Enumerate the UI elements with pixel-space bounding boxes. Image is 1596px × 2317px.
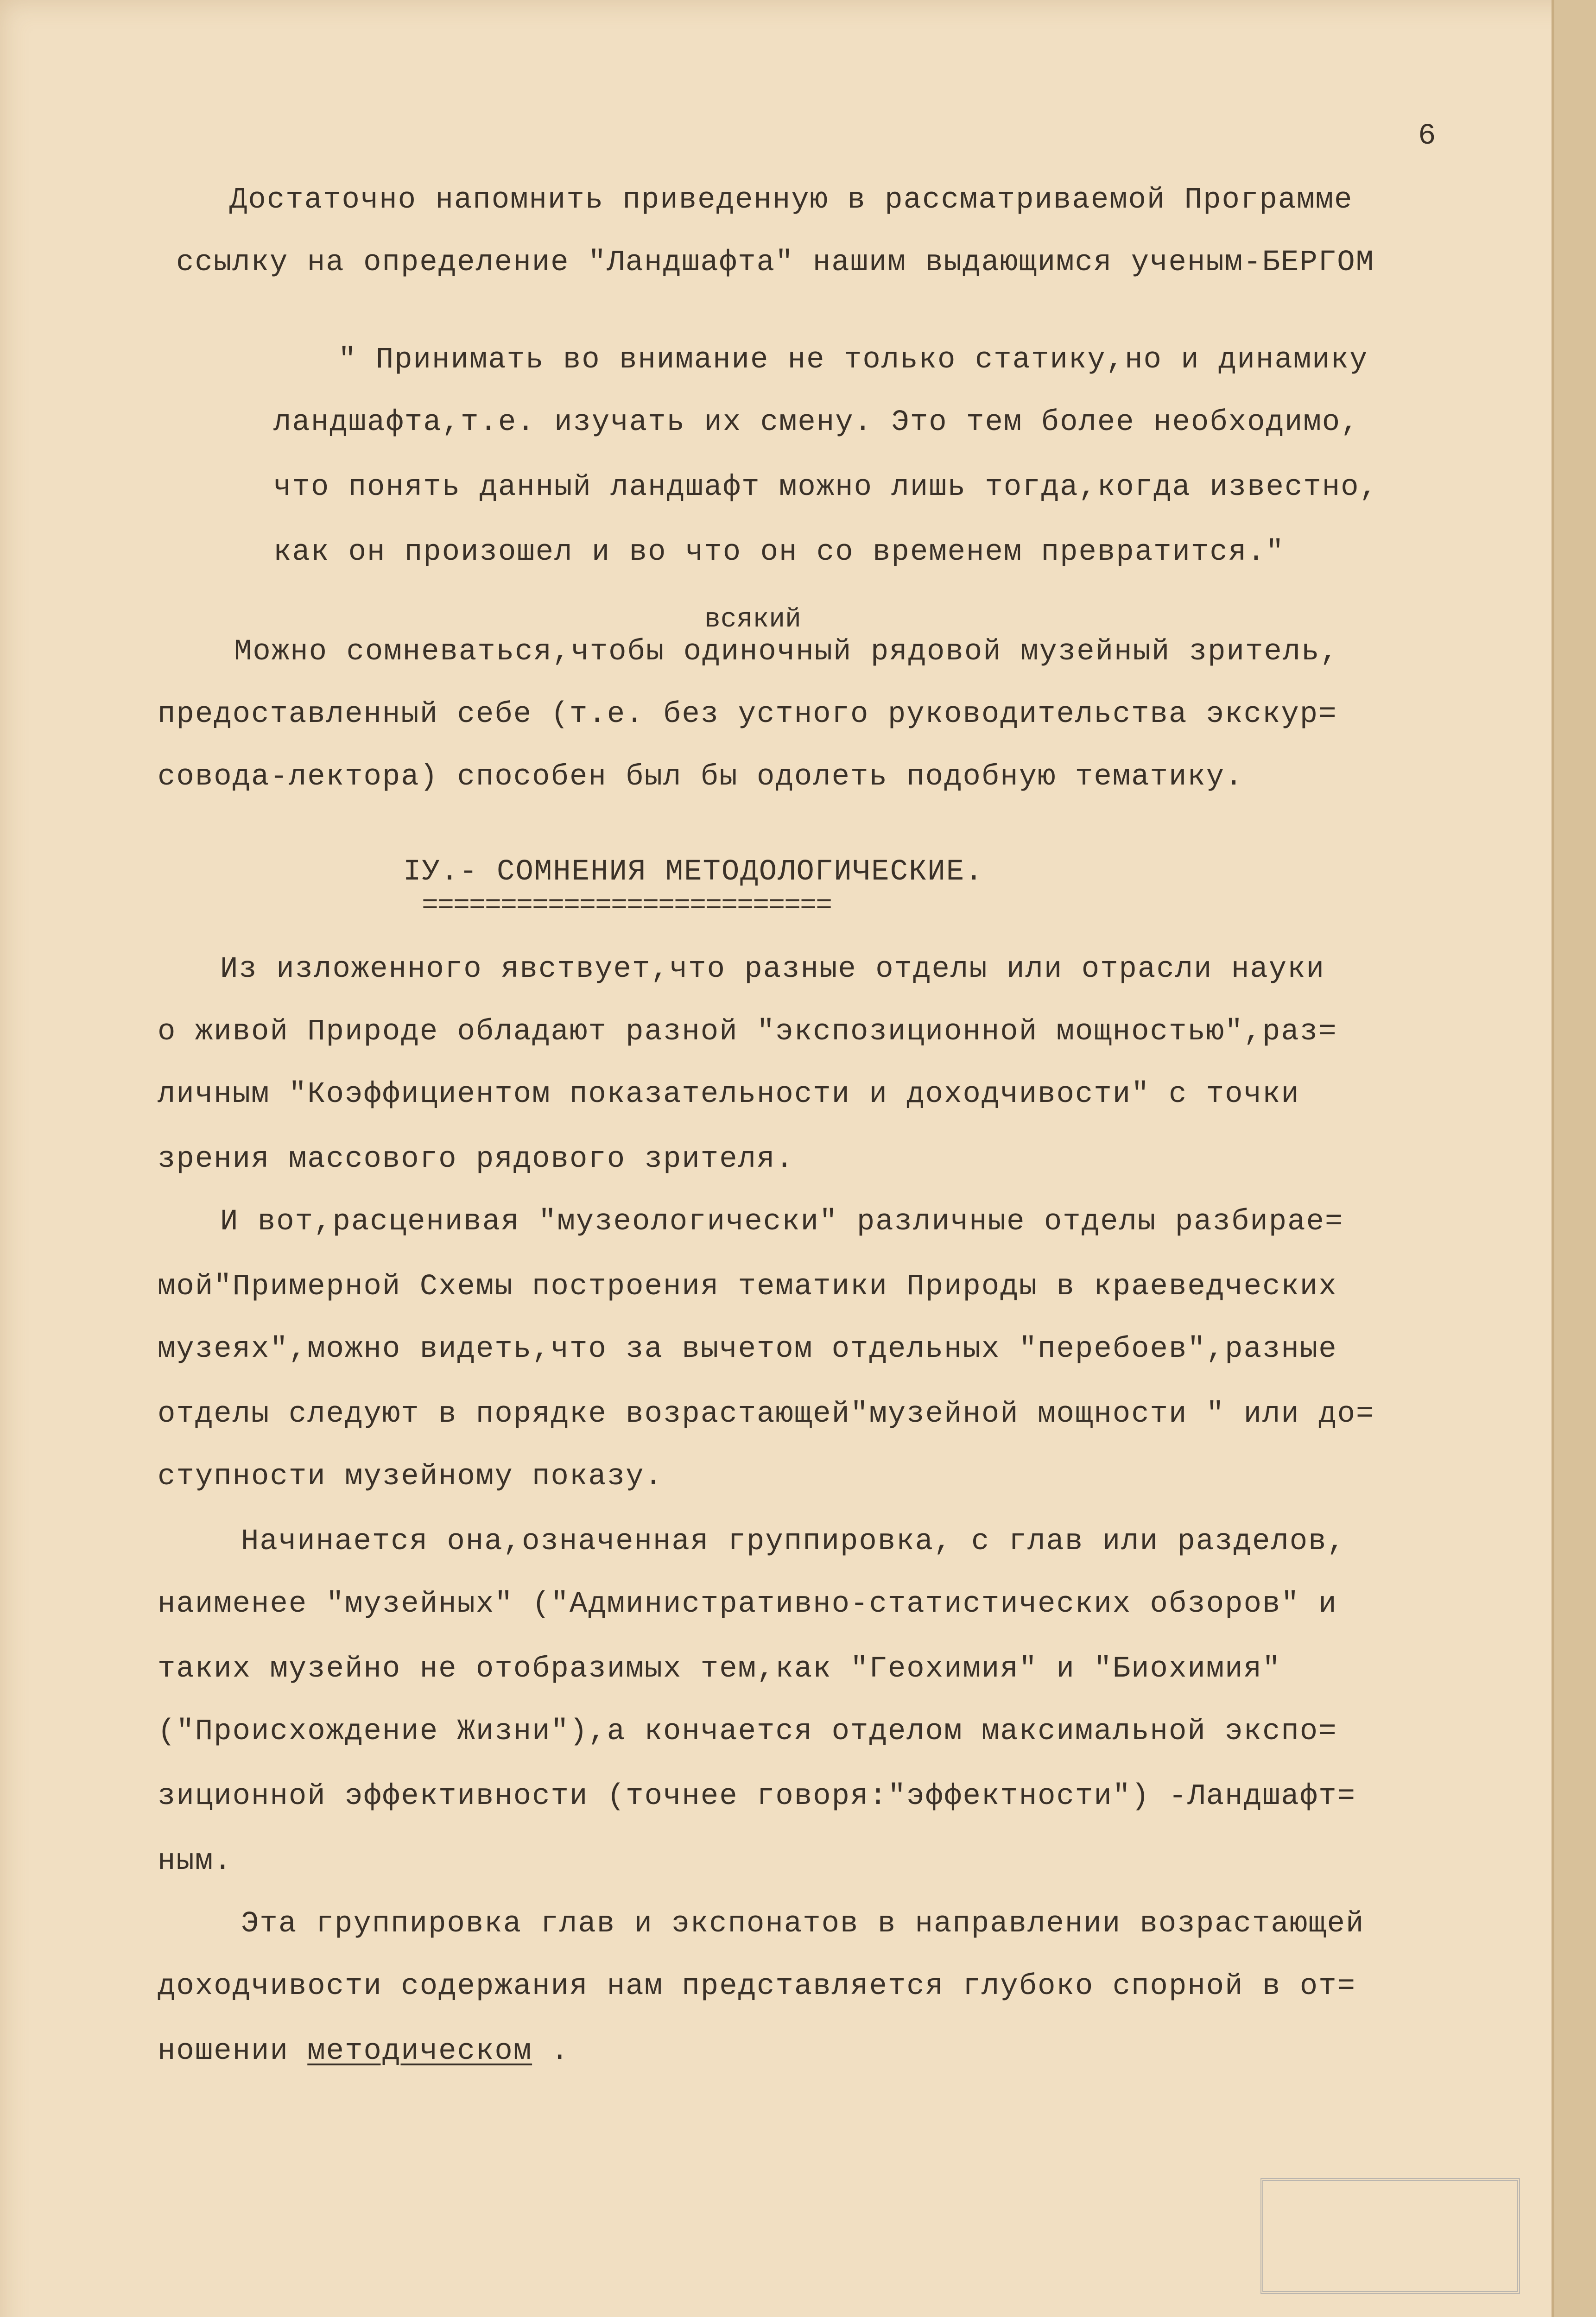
text-line: таких музейно не отобразимых тем,как "Геохимия" и "Биохимия" (158, 1652, 1281, 1686)
text-line: Эта группировка глав и экспонатов в направлении возрастающей (241, 1907, 1365, 1941)
text-line: Можно сомневаться,чтобы одиночный рядовой музейный зритель, (234, 635, 1339, 669)
archive-stamp (1260, 2178, 1520, 2294)
section-heading: IУ.- СОМНЕНИЯ МЕТОДОЛОГИЧЕСКИЕ. (403, 855, 984, 889)
text-line: И вот,расценивая "музеологически" различные отделы разбирае= (220, 1205, 1344, 1239)
text-line: предоставленный себе (т.е. без устного руководительства экскур= (158, 698, 1337, 731)
quote-line: как он произошел и во что он со временем превратится." (273, 536, 1285, 569)
final-line (158, 2037, 570, 2066)
text-line: музеях",можно видеть,что за вычетом отдельных "перебоев",разные (158, 1333, 1337, 1366)
text-line: зиционной эффективности (точнее говоря:"эффектности") -Ландшафт= (158, 1780, 1356, 1813)
text-line: отделы следуют в порядке возрастающей"музейной мощности " или до= (158, 1398, 1375, 1431)
text-line: Начинается она,означенная группировка, с глав или разделов, (241, 1525, 1346, 1558)
text-line: Из изложенного явствует,что разные отделы или отрасли науки (220, 953, 1325, 986)
text-line: совода-лектора) способен был бы одолеть подобную тематику. (158, 760, 1244, 794)
text-line: о живой Природе обладают разной "экспозиционной мощностью",раз= (158, 1015, 1337, 1049)
text-line: мой"Примерной Схемы построения тематики Природы в краеведческих (158, 1270, 1337, 1304)
text-fragment: . (532, 2035, 570, 2068)
quote-line: " Принимать во внимание не только статику,но и динамику (338, 343, 1368, 377)
handwritten-insert: всякий (704, 605, 801, 635)
text-line: наименее "музейных" ("Административно-статистических обзоров" и (158, 1588, 1337, 1621)
quote-line: что понять данный ландшафт можно лишь тогда,когда известно, (273, 471, 1378, 504)
text-fragment: ношении (158, 2035, 308, 2068)
text-line: Достаточно напомнить приведенную в рассматриваемой Программе (229, 184, 1353, 217)
text-line: личным "Коэффициентом показательности и доходчивости" с точки (158, 1078, 1300, 1111)
underlined-word: методическом (307, 2035, 532, 2068)
text-line: зрения массового рядового зрителя. (158, 1143, 794, 1176)
text-line: доходчивости содержания нам представляется глубоко спорной в от= (158, 1970, 1356, 2003)
quote-line: ландшафта,т.е. изучать их смену. Это тем более необходимо, (273, 406, 1360, 439)
paper-edge (1552, 0, 1596, 2317)
text-line: ссылку на определение "Ландшафта" нашим выдающимся ученым-БЕРГОМ (176, 246, 1374, 279)
text-line: ("Происхождение Жизни"),а кончается отделом максимальной экспо= (158, 1715, 1337, 1748)
page-number: 6 (1418, 120, 1436, 153)
text-line: ступности музейному показу. (158, 1460, 663, 1494)
text-line: ным. (158, 1845, 233, 1878)
heading-underline: ========================== (422, 890, 832, 922)
